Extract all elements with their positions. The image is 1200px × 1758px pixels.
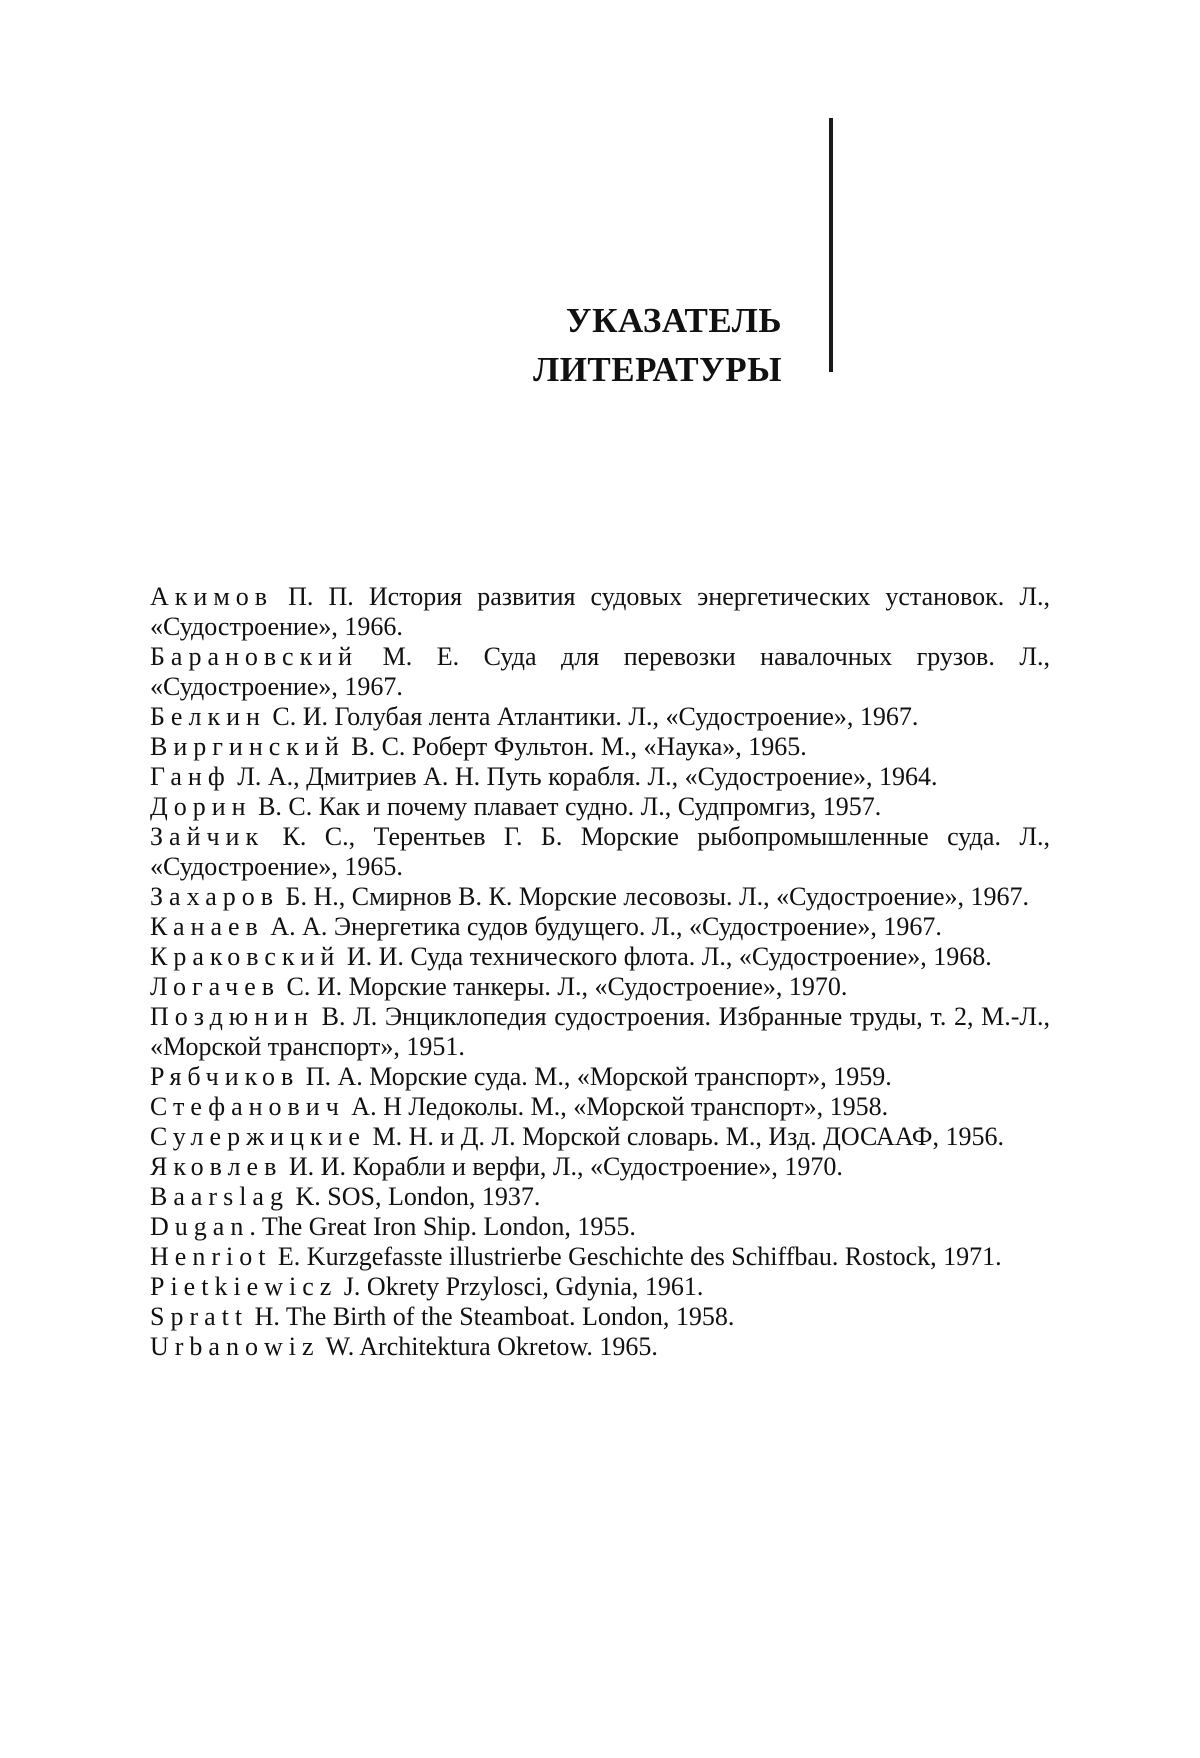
bibliography-entry	[150, 1152, 1050, 1182]
bibliography-entry	[150, 1092, 1050, 1122]
entry-author: Барановский	[150, 642, 359, 671]
entry-text: М. Н. и Д. Л. Морской словарь. М., Изд. ДОСААФ, 1956.	[365, 1122, 1004, 1151]
entry-text: И. И. Корабли и верфи, Л., «Судостроение», 1970.	[282, 1152, 843, 1181]
entry-text: П. П. История развития судовых энергетических установок. Л., «Судостроение», 1966.	[150, 582, 1050, 641]
bibliography-entry	[150, 972, 1050, 1002]
entry-author: Белкин	[150, 702, 266, 731]
entry-text: K. SOS, London, 1937.	[288, 1182, 541, 1211]
bibliography-entry	[150, 1302, 1050, 1332]
bibliography-entry	[150, 642, 1050, 702]
entry-author: Поздюнин	[150, 1002, 314, 1031]
entry-text: Б. Н., Смирнов В. К. Морские лесовозы. Л., «Судостроение», 1967.	[279, 882, 1029, 911]
entry-text: В. С. Как и почему плавает судно. Л., Судпромгиз, 1957.	[251, 792, 882, 821]
bibliography-entry	[150, 732, 1050, 762]
entry-text: А. А. Энергетика судов будущего. Л., «Судостроение», 1967.	[263, 912, 942, 941]
entry-author: Dugan	[150, 1212, 250, 1241]
bibliography-entry	[150, 1242, 1050, 1272]
entry-text: E. Kurzgefasste illustrierbe Geschichte des Schiffbau. Rostock, 1971.	[271, 1242, 1002, 1271]
entry-text: И. И. Суда технического флота. Л., «Судостроение», 1968.	[340, 942, 992, 971]
entry-author: Spratt	[150, 1302, 249, 1331]
bibliography-entry	[150, 942, 1050, 972]
vertical-rule	[829, 118, 833, 372]
bibliography-entry	[150, 702, 1050, 732]
entry-text: П. А. Морские суда. М., «Морской транспорт», 1959.	[299, 1062, 892, 1091]
bibliography-entry	[150, 882, 1050, 912]
bibliography-entry	[150, 912, 1050, 942]
entry-author: Захаров	[150, 882, 280, 911]
entry-text: С. И. Голубая лента Атлантики. Л., «Судостроение», 1967.	[265, 702, 919, 731]
entry-text: H. The Birth of the Steamboat. London, 1958.	[248, 1302, 735, 1331]
bibliography-entry	[150, 1002, 1050, 1062]
entry-text: А. Н Ледоколы. М., «Морской транспорт», 1958.	[344, 1092, 889, 1121]
bibliography-entry	[150, 792, 1050, 822]
entry-author: Логачев	[150, 972, 281, 1001]
bibliography-entry	[150, 1332, 1050, 1362]
entry-text: . The Great Iron Ship. London, 1955.	[249, 1212, 636, 1241]
bibliography-entry	[150, 1212, 1050, 1242]
entry-text: В. С. Роберт Фультон. М., «Наука», 1965.	[344, 732, 807, 761]
bibliography-entry	[150, 822, 1050, 882]
entry-author: Сулержицкие	[150, 1122, 366, 1151]
entry-author: Канаев	[150, 912, 264, 941]
entry-author: Pietkiewicz	[150, 1272, 338, 1301]
entry-text: J. Okrety Przylosci, Gdynia, 1961.	[337, 1272, 704, 1301]
entry-author: Ганф	[150, 762, 231, 791]
entry-author: Акимов	[150, 582, 274, 611]
entry-text: М. Е. Суда для перевозки навалочных грузов. Л., «Судостроение», 1967.	[150, 642, 1050, 701]
entry-author: Henriot	[150, 1242, 272, 1271]
entry-author: Краковский	[150, 942, 341, 971]
entry-author: Рябчиков	[150, 1062, 300, 1091]
bibliography-entry	[150, 582, 1050, 642]
entry-text: W. Architektura Okretow. 1965.	[319, 1332, 658, 1361]
entry-author: Дорин	[150, 792, 252, 821]
bibliography-entry	[150, 1122, 1050, 1152]
bibliography-list	[150, 582, 1050, 1362]
bibliography-entry	[150, 1182, 1050, 1212]
page-title-line-2: ЛИТЕРАТУРЫ	[533, 350, 782, 389]
bibliography-entry	[150, 1062, 1050, 1092]
entry-author: Зайчик	[150, 822, 265, 851]
page-title-line-1: УКАЗАТЕЛЬ	[565, 301, 782, 340]
page-title	[533, 296, 782, 394]
entry-author: Стефанович	[150, 1092, 345, 1121]
entry-author: Виргинский	[150, 732, 345, 761]
entry-text: Л. А., Дмитриев А. Н. Путь корабля. Л., «Судостроение», 1964.	[230, 762, 938, 791]
entry-text: К. С., Терентьев Г. Б. Морские рыбопромышленные суда. Л., «Судостроение», 1965.	[150, 822, 1050, 881]
bibliography-entry	[150, 762, 1050, 792]
bibliography-entry	[150, 1272, 1050, 1302]
entry-author: Urbanowiz	[150, 1332, 320, 1361]
entry-author: Baarslag	[150, 1182, 289, 1211]
entry-author: Яковлев	[150, 1152, 283, 1181]
entry-text: С. И. Морские танкеры. Л., «Судостроение», 1970.	[280, 972, 848, 1001]
entry-text: В. Л. Энциклопедия судостроения. Избранные труды, т. 2, М.-Л., «Морской транспорт», 1951.	[150, 1002, 1050, 1061]
